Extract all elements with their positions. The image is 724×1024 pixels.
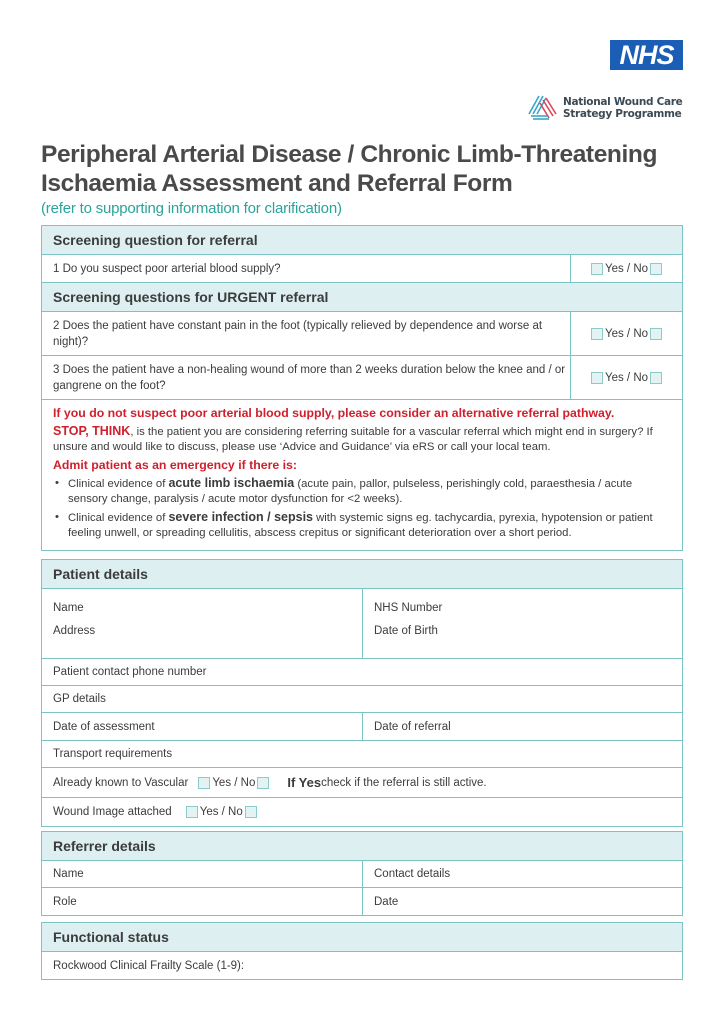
emergency-notice bbox=[42, 400, 682, 550]
transport-row bbox=[42, 741, 682, 768]
referrer-details-header: Referrer details bbox=[42, 832, 682, 861]
question-3: 3 Does the patient have a non-healing wound of more than 2 weeks duration below the knee and / or gangrene on the foot? bbox=[53, 363, 566, 392]
bullet-1-emph: acute limb ischaemia bbox=[168, 476, 295, 490]
criteria-acute-limb-ischaemia bbox=[53, 476, 672, 507]
yes-no-label: Yes / No bbox=[604, 262, 649, 275]
admit-heading: Admit patient as an emergency if there is: bbox=[53, 458, 297, 472]
patient-name-address-row bbox=[42, 589, 682, 659]
gp-row bbox=[42, 686, 682, 713]
nwcsp-logo-icon bbox=[527, 94, 559, 122]
question-1-yes-no bbox=[570, 255, 682, 282]
nwcsp-line2: Strategy Programme bbox=[563, 108, 682, 120]
title-line-2: Ischaemia Assessment and Referral Form bbox=[41, 170, 513, 197]
referrer-details-section bbox=[41, 831, 683, 916]
dates-row bbox=[42, 713, 682, 741]
patient-name-field[interactable]: Name bbox=[53, 602, 84, 614]
question-1: 1 Do you suspect poor arterial blood supply? bbox=[53, 262, 281, 275]
q3-no-checkbox[interactable] bbox=[650, 372, 662, 384]
date-of-assessment-field[interactable]: Date of assessment bbox=[42, 713, 363, 740]
title-line-1: Peripheral Arterial Disease / Chronic Limb-Threatening bbox=[41, 141, 658, 168]
gp-details-field[interactable]: GP details bbox=[53, 693, 106, 705]
vascular-row bbox=[42, 768, 682, 798]
bullet-2-emph: severe infection / sepsis bbox=[168, 510, 313, 524]
nhs-number-field[interactable]: NHS Number bbox=[374, 602, 443, 614]
screening-header: Screening question for referral bbox=[42, 226, 682, 255]
nwcsp-logo bbox=[527, 94, 682, 122]
q1-no-checkbox[interactable] bbox=[650, 263, 662, 275]
rockwood-frailty-field[interactable]: Rockwood Clinical Frailty Scale (1-9): bbox=[53, 959, 245, 972]
referrer-date-field[interactable]: Date bbox=[374, 895, 399, 908]
functional-status-section bbox=[41, 922, 683, 980]
patient-address-field[interactable]: Address bbox=[53, 625, 96, 637]
page-title bbox=[41, 140, 657, 198]
question-3-yes-no bbox=[570, 356, 682, 399]
question-2: 2 Does the patient have constant pain in the foot (typically relieved by dependence and worse at night)? bbox=[53, 319, 543, 348]
referrer-row-2 bbox=[42, 888, 682, 915]
yes-no-label: Yes / No bbox=[199, 806, 243, 818]
q3-yes-checkbox[interactable] bbox=[591, 372, 603, 384]
bullet-2-pre: Clinical evidence of bbox=[68, 512, 169, 524]
emergency-criteria-list bbox=[53, 476, 672, 541]
functional-status-header: Functional status bbox=[42, 923, 682, 952]
q2-no-checkbox[interactable] bbox=[650, 328, 662, 340]
transport-requirements-field[interactable]: Transport requirements bbox=[53, 748, 173, 760]
date-of-referral-field[interactable]: Date of referral bbox=[374, 720, 451, 733]
phone-row bbox=[42, 659, 682, 686]
question-2-row bbox=[42, 312, 682, 356]
screening-section bbox=[41, 225, 683, 551]
question-2-yes-no bbox=[570, 312, 682, 355]
referrer-contact-field[interactable]: Contact details bbox=[374, 868, 451, 880]
if-yes-text: check if the referral is still active. bbox=[321, 776, 487, 789]
q1-yes-checkbox[interactable] bbox=[591, 263, 603, 275]
vascular-yes-checkbox[interactable] bbox=[198, 777, 210, 789]
bullet-2-post: with systemic signs eg. tachycardia, pyrexia, hypotension or patient feeling unwell, or spreading cellulitis, abscess crepitus or significant deterioration over a short period. bbox=[68, 512, 653, 539]
vascular-no-checkbox[interactable] bbox=[257, 777, 269, 789]
urgent-header: Screening questions for URGENT referral bbox=[42, 283, 682, 312]
referrer-role-field[interactable]: Role bbox=[42, 888, 363, 915]
yes-no-label: Yes / No bbox=[604, 327, 649, 340]
stop-think-label: STOP, THINK bbox=[53, 424, 131, 438]
referrer-row-1 bbox=[42, 861, 682, 888]
alt-pathway-warning: If you do not suspect poor arterial blood supply, please consider an alternative referral pathway. bbox=[53, 406, 615, 420]
wound-image-label: Wound Image attached bbox=[53, 806, 172, 818]
stop-think-text: , is the patient you are considering referring suitable for a vascular referral which might end in surgery? If unsure and would like to discuss, please use ‘Advice and Guidance’ via eRS or call your local team. bbox=[53, 426, 653, 453]
wound-image-yes-checkbox[interactable] bbox=[186, 806, 198, 818]
date-of-birth-field[interactable]: Date of Birth bbox=[374, 625, 438, 637]
subtitle: (refer to supporting information for clarification) bbox=[41, 200, 342, 217]
yes-no-label: Yes / No bbox=[212, 776, 256, 789]
patient-details-header: Patient details bbox=[42, 560, 682, 589]
nwcsp-line1: National Wound Care bbox=[563, 96, 683, 108]
patient-phone-field[interactable]: Patient contact phone number bbox=[53, 666, 207, 678]
bullet-1-pre: Clinical evidence of bbox=[68, 478, 169, 490]
if-yes-label: If Yes bbox=[287, 775, 322, 790]
wound-image-no-checkbox[interactable] bbox=[245, 806, 257, 818]
stop-think-paragraph bbox=[53, 424, 672, 455]
question-1-row bbox=[42, 255, 682, 283]
wound-image-row bbox=[42, 798, 682, 826]
referrer-name-field[interactable]: Name bbox=[42, 861, 363, 887]
patient-details-section bbox=[41, 559, 683, 827]
criteria-severe-infection bbox=[53, 510, 672, 541]
bullet-1-post: (acute pain, pallor, pulseless, perishingly cold, paraesthesia / acute sensory change, paralysis / acute motor dysfunction for <2 weeks). bbox=[68, 478, 633, 505]
wound-image-question bbox=[42, 798, 257, 826]
vascular-label: Already known to Vascular bbox=[53, 776, 189, 789]
question-3-row bbox=[42, 356, 682, 400]
rockwood-row bbox=[42, 952, 682, 979]
q2-yes-checkbox[interactable] bbox=[591, 328, 603, 340]
nhs-logo: NHS bbox=[610, 40, 683, 70]
vascular-question bbox=[42, 768, 487, 797]
yes-no-label: Yes / No bbox=[604, 371, 649, 384]
